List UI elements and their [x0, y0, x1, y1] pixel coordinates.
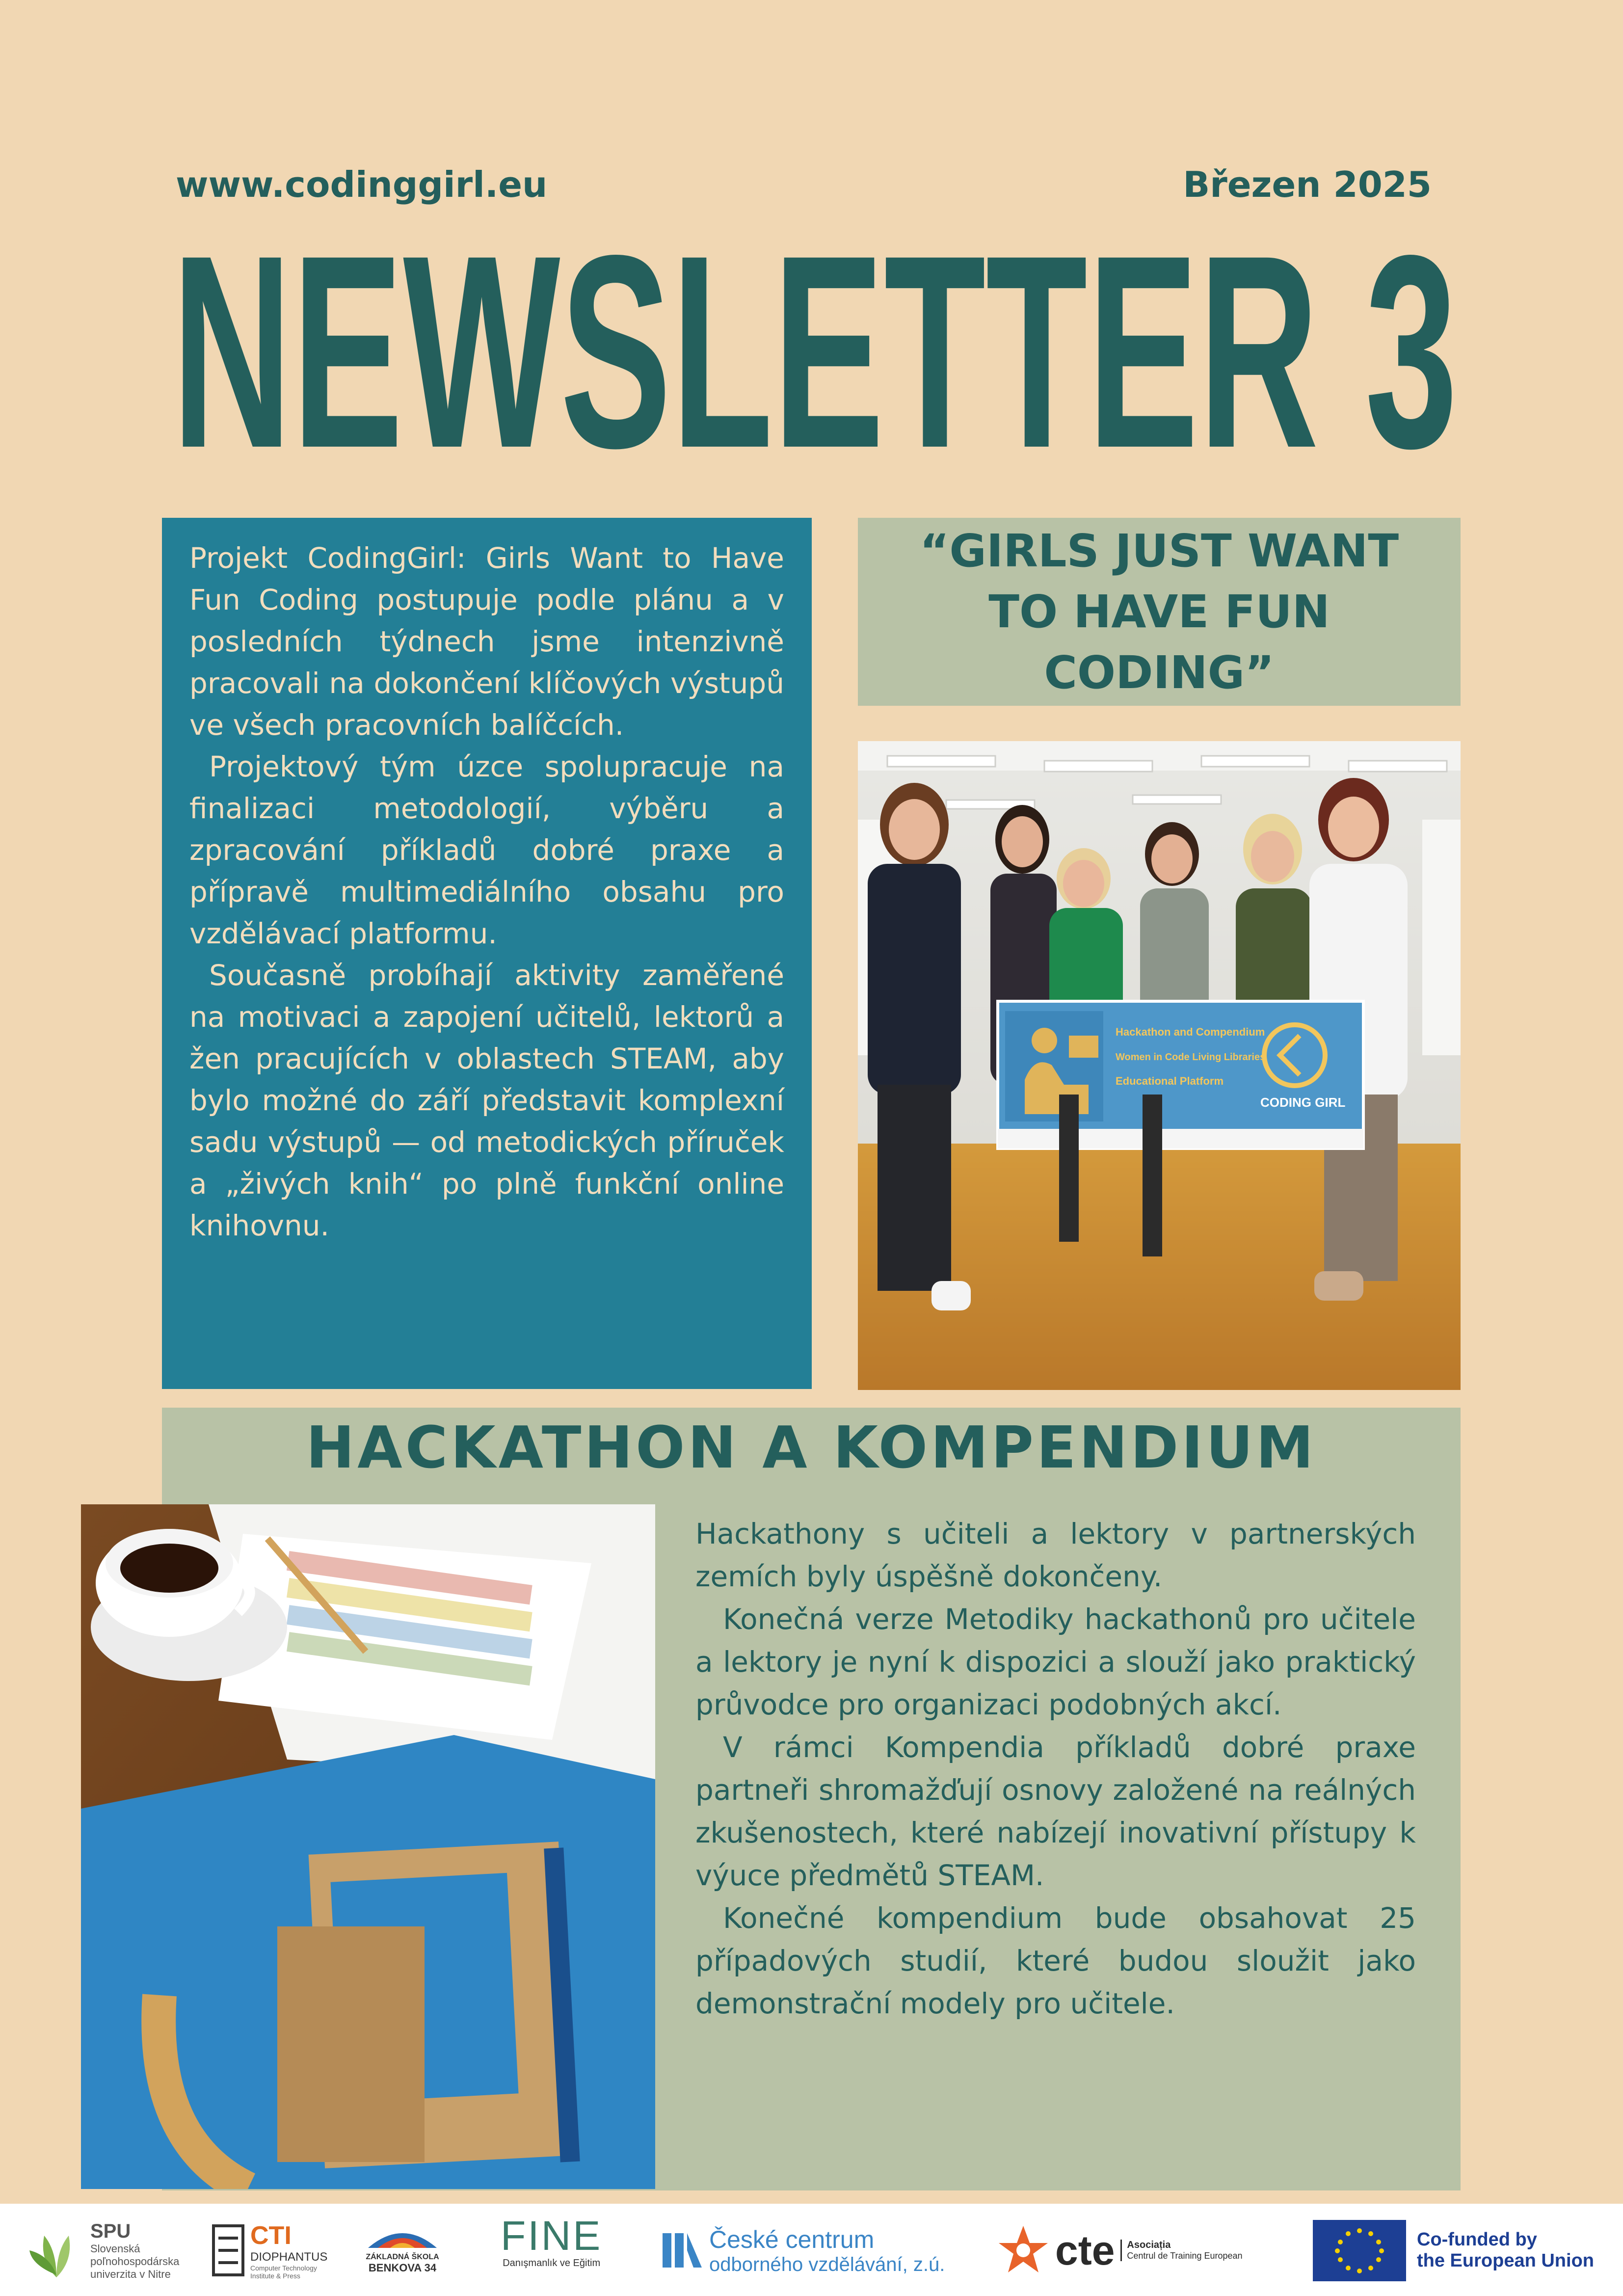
eu-line-1: Co-funded by: [1417, 2229, 1537, 2250]
cti-abbr: CTI: [250, 2221, 292, 2250]
cti-emblem-icon: [211, 2223, 245, 2277]
eu-flag-icon: [1313, 2220, 1406, 2281]
zs-sub: BENKOVA 34: [368, 2262, 437, 2274]
fine-abbr: FINE: [501, 2213, 603, 2259]
cte-abbr: cte: [1055, 2227, 1115, 2273]
cte-name: Asociația: [1127, 2240, 1171, 2250]
cti-name: DIOPHANTUS: [250, 2250, 328, 2264]
logo-eu: [1313, 2214, 1594, 2287]
intro-paragraph: Současně probíhají aktivity zaměřené na motivaci a zapojení učitelů, lektorů a žen pracujících v oblastech STEAM, aby bylo možné do září představit komplexní sadu výstupů — od metodických příruček a „živých knih“ po plně funkční online knihovnu.: [189, 959, 784, 1242]
hackathon-paragraph: Hackathony s učiteli a lektory v partnerských zemích byly úspěšně dokončeny.: [695, 1517, 1416, 1593]
banner-line-2: Women in Code Living Libraries: [1116, 1052, 1266, 1063]
hackathon-paragraph: V rámci Kompendia příkladů dobré praxe partneři shromažďují osnovy založené na reálných zkušenostech, které nabízejí inovativní přístupy k výuce předmětů STEAM.: [695, 1731, 1416, 1892]
intro-paragraph: Projektový tým úzce spolupracuje na finalizaci metodologií, výběru a zpracování příkladů dobré praxe a přípravě multimediálního obsahu pro vzdělávací platformu.: [189, 750, 784, 950]
spu-name: Slovenská poľnohospodárska univerzita v Nitre: [90, 2242, 180, 2280]
cti-sub: Computer Technology Institute & Press: [250, 2264, 317, 2280]
leaf-icon: [29, 2221, 83, 2280]
issue-date: Březen 2025: [1183, 164, 1432, 205]
banner-line-1: Hackathon and Compendium: [1116, 1026, 1265, 1038]
cc-sub: odborného vzdělávání, z.ú.: [709, 2253, 945, 2275]
hackathon-paragraph: Konečná verze Metodiky hackathonů pro učitele a lektory je nyní k dispozici a slouží jako praktický průvodce pro organizaci podobných akcí.: [695, 1602, 1416, 1721]
slogan-quote: “GIRLS JUST WANT TO HAVE FUN CODING”: [919, 524, 1399, 699]
newsletter-title: [172, 231, 1458, 461]
zs-name: ZÁKLADNÁ ŠKOLA: [366, 2253, 439, 2261]
logo-spu: [29, 2214, 198, 2287]
hackathon-title: HACKATHON A KOMPENDIUM: [306, 1414, 1317, 1481]
compendium-photo: [81, 1504, 655, 2189]
cte-sub: Centrul de Training European: [1127, 2251, 1243, 2261]
hackathon-paragraph: Konečné kompendium bude obsahovat 25 případových studií, které budou sloužit jako demonstrační modely pro učitele.: [695, 1901, 1416, 2020]
banner-line-3: Educational Platform: [1116, 1075, 1224, 1087]
library-icon: [660, 2228, 704, 2272]
spu-abbr: SPU: [90, 2220, 131, 2242]
fine-sub: Danışmanlık ve Eğitim: [503, 2258, 601, 2269]
hackathon-text: [695, 1513, 1416, 2025]
logo-cti: [211, 2214, 327, 2287]
intro-panel: [162, 518, 812, 1389]
logo-cte: [996, 2214, 1245, 2287]
team-photo: [858, 741, 1461, 1390]
banner-brand: CODING GIRL: [1260, 1095, 1346, 1110]
logo-fine: [501, 2214, 602, 2287]
cc-name: České centrum: [709, 2225, 875, 2253]
website-link[interactable]: www.codinggirl.eu: [176, 164, 548, 205]
intro-paragraph: Projekt CodingGirl: Girls Want to Have Fun Coding postupuje podle plánu a v posledních týdnech jsme intenzivně pracovali na dokončení klíčových výstupů ve všech pracovních balíčcích.: [189, 541, 784, 742]
newsletter-title-text: NEWSLETTER 3: [172, 231, 1458, 461]
eu-line-2: the European Union: [1417, 2250, 1594, 2271]
quote-panel: [858, 518, 1461, 706]
logo-zs-benkova: [363, 2214, 442, 2287]
logo-ceske-centrum: [660, 2214, 945, 2287]
book-icon: [363, 2214, 442, 2253]
star-icon: [996, 2223, 1050, 2277]
